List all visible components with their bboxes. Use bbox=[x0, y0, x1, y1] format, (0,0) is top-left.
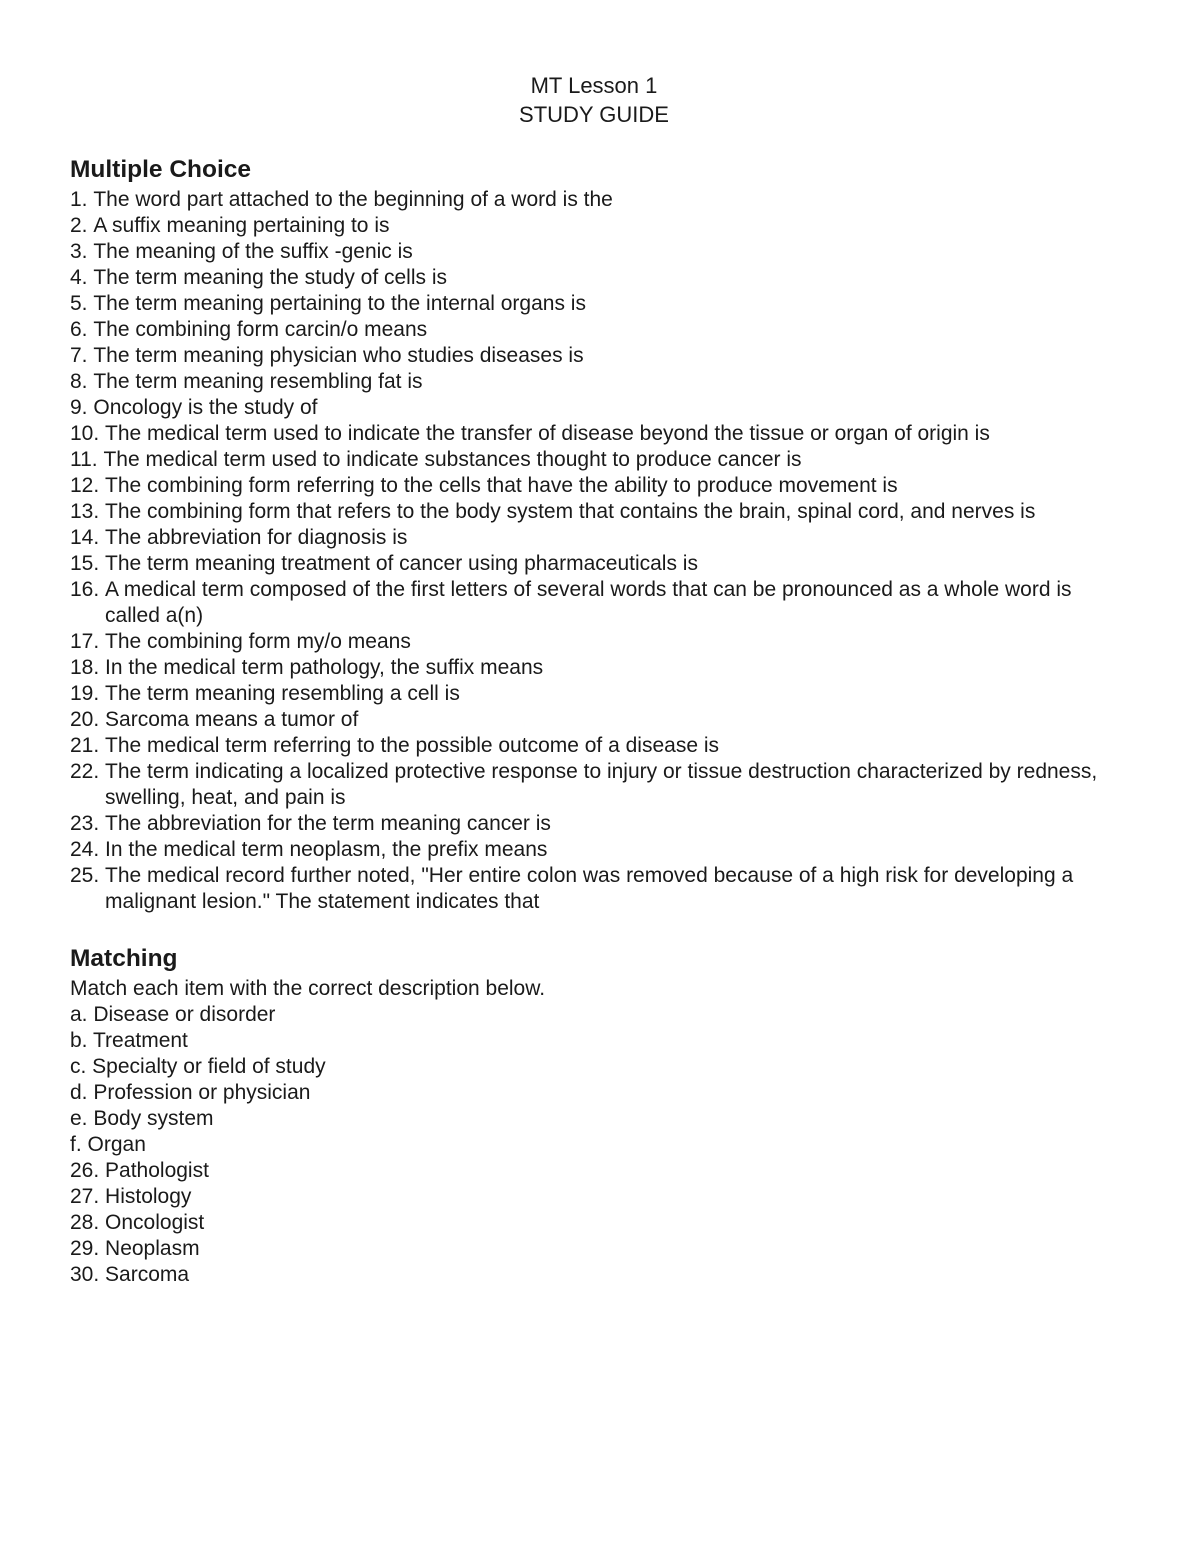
question-item bbox=[70, 577, 1130, 629]
multiple-choice-list bbox=[70, 187, 1130, 915]
question-text: The combining form that refers to the body system that contains the brain, spinal cord, and nerves is bbox=[105, 500, 1036, 523]
matching-item: 26. Pathologist bbox=[70, 1159, 209, 1182]
question-text: The abbreviation for diagnosis is bbox=[105, 526, 408, 549]
question-text: The medical term used to indicate the transfer of disease beyond the tissue or organ of origin is bbox=[105, 422, 990, 445]
question-text: The meaning of the suffix -genic is bbox=[93, 240, 413, 263]
question-item bbox=[70, 525, 1130, 551]
question-text: The combining form my/o means bbox=[105, 630, 411, 653]
question-item bbox=[70, 317, 1130, 343]
question-text: In the medical term neoplasm, the prefix means bbox=[105, 838, 548, 861]
question-text: The term indicating a localized protective response to injury or tissue destruction characterized by redness, swelling, heat, and pain is bbox=[105, 760, 1098, 809]
question-item bbox=[70, 187, 1130, 213]
question-text: The combining form referring to the cells that have the ability to produce movement is bbox=[105, 474, 898, 497]
question-number: 14. bbox=[70, 526, 106, 549]
question-item bbox=[70, 759, 1130, 811]
question-number: 22. bbox=[70, 760, 106, 783]
question-number: 20. bbox=[70, 708, 106, 731]
question-text: A medical term composed of the first letters of several words that can be pronounced as a whole word is called a(n) bbox=[105, 578, 1072, 627]
matching-choice: b. Treatment bbox=[70, 1029, 188, 1052]
guide-title: STUDY GUIDE bbox=[519, 102, 669, 127]
matching-instruction: Match each item with the correct description below. bbox=[70, 977, 546, 1000]
question-text: The medical term referring to the possible outcome of a disease is bbox=[105, 734, 719, 757]
question-number: 15. bbox=[70, 552, 106, 575]
question-number: 7. bbox=[70, 344, 94, 367]
matching-item: 28. Oncologist bbox=[70, 1211, 205, 1234]
question-item bbox=[70, 863, 1130, 915]
question-number: 12. bbox=[70, 474, 106, 497]
section-spacer bbox=[70, 915, 1130, 942]
question-text: The term meaning resembling a cell is bbox=[105, 682, 460, 705]
question-number: 1. bbox=[70, 188, 94, 211]
question-item bbox=[70, 239, 1130, 265]
matching-item: 29. Neoplasm bbox=[70, 1237, 200, 1260]
question-item bbox=[70, 291, 1130, 317]
question-number: 8. bbox=[70, 370, 94, 393]
question-text: A suffix meaning pertaining to is bbox=[93, 214, 390, 237]
question-item bbox=[70, 421, 1130, 447]
question-text: The term meaning treatment of cancer using pharmaceuticals is bbox=[105, 552, 698, 575]
question-number: 3. bbox=[70, 240, 94, 263]
matching-choice-list bbox=[70, 1002, 1130, 1158]
matching-choice: c. Specialty or field of study bbox=[70, 1055, 326, 1078]
question-number: 16. bbox=[70, 578, 106, 601]
question-number: 21. bbox=[70, 734, 106, 757]
matching-choice: a. Disease or disorder bbox=[70, 1003, 276, 1026]
question-number: 2. bbox=[70, 214, 94, 237]
question-number: 23. bbox=[70, 812, 106, 835]
question-text: The word part attached to the beginning of a word is the bbox=[93, 188, 613, 211]
question-item bbox=[70, 265, 1130, 291]
lesson-title: MT Lesson 1 bbox=[530, 73, 658, 98]
question-item bbox=[70, 629, 1130, 655]
matching-heading: Matching bbox=[70, 945, 178, 972]
question-item bbox=[70, 551, 1130, 577]
matching-item: 30. Sarcoma bbox=[70, 1263, 190, 1286]
question-item bbox=[70, 655, 1130, 681]
question-item bbox=[70, 681, 1130, 707]
question-item bbox=[70, 213, 1130, 239]
question-number: 18. bbox=[70, 656, 106, 679]
matching-choice: f. Organ bbox=[70, 1133, 146, 1156]
question-text: Sarcoma means a tumor of bbox=[105, 708, 359, 731]
question-number: 4. bbox=[70, 266, 94, 289]
question-item bbox=[70, 447, 1130, 473]
question-item bbox=[70, 707, 1130, 733]
question-number: 9. bbox=[70, 396, 94, 419]
question-number: 24. bbox=[70, 838, 106, 861]
multiple-choice-heading: Multiple Choice bbox=[70, 156, 252, 183]
question-number: 10. bbox=[70, 422, 106, 445]
question-number: 11. bbox=[70, 448, 104, 471]
question-item bbox=[70, 837, 1130, 863]
question-number: 13. bbox=[70, 500, 106, 523]
matching-choice: d. Profession or physician bbox=[70, 1081, 311, 1104]
question-text: The term meaning physician who studies diseases is bbox=[93, 344, 584, 367]
question-item bbox=[70, 369, 1130, 395]
question-text: The combining form carcin/o means bbox=[93, 318, 428, 341]
question-text: The term meaning resembling fat is bbox=[93, 370, 423, 393]
matching-item-list bbox=[70, 1158, 1130, 1288]
question-number: 19. bbox=[70, 682, 106, 705]
question-text: Oncology is the study of bbox=[93, 396, 318, 419]
matching-choice: e. Body system bbox=[70, 1107, 214, 1130]
question-text: The term meaning pertaining to the internal organs is bbox=[93, 292, 586, 315]
question-item bbox=[70, 811, 1130, 837]
document-body bbox=[70, 153, 1130, 1288]
question-item bbox=[70, 343, 1130, 369]
matching-item: 27. Histology bbox=[70, 1185, 192, 1208]
question-number: 17. bbox=[70, 630, 106, 653]
document-header bbox=[0, 71, 1188, 129]
question-number: 6. bbox=[70, 318, 94, 341]
question-item bbox=[70, 733, 1130, 759]
question-text: The abbreviation for the term meaning cancer is bbox=[105, 812, 551, 835]
question-text: The term meaning the study of cells is bbox=[93, 266, 448, 289]
question-text: In the medical term pathology, the suffix means bbox=[105, 656, 544, 679]
question-text: The medical record further noted, "Her entire colon was removed because of a high risk for developing a malignant lesion." The statement indicates that bbox=[105, 864, 1074, 913]
question-item bbox=[70, 499, 1130, 525]
question-number: 5. bbox=[70, 292, 94, 315]
question-item bbox=[70, 473, 1130, 499]
question-text: The medical term used to indicate substances thought to produce cancer is bbox=[103, 448, 802, 471]
question-number: 25. bbox=[70, 864, 106, 887]
question-item bbox=[70, 395, 1130, 421]
